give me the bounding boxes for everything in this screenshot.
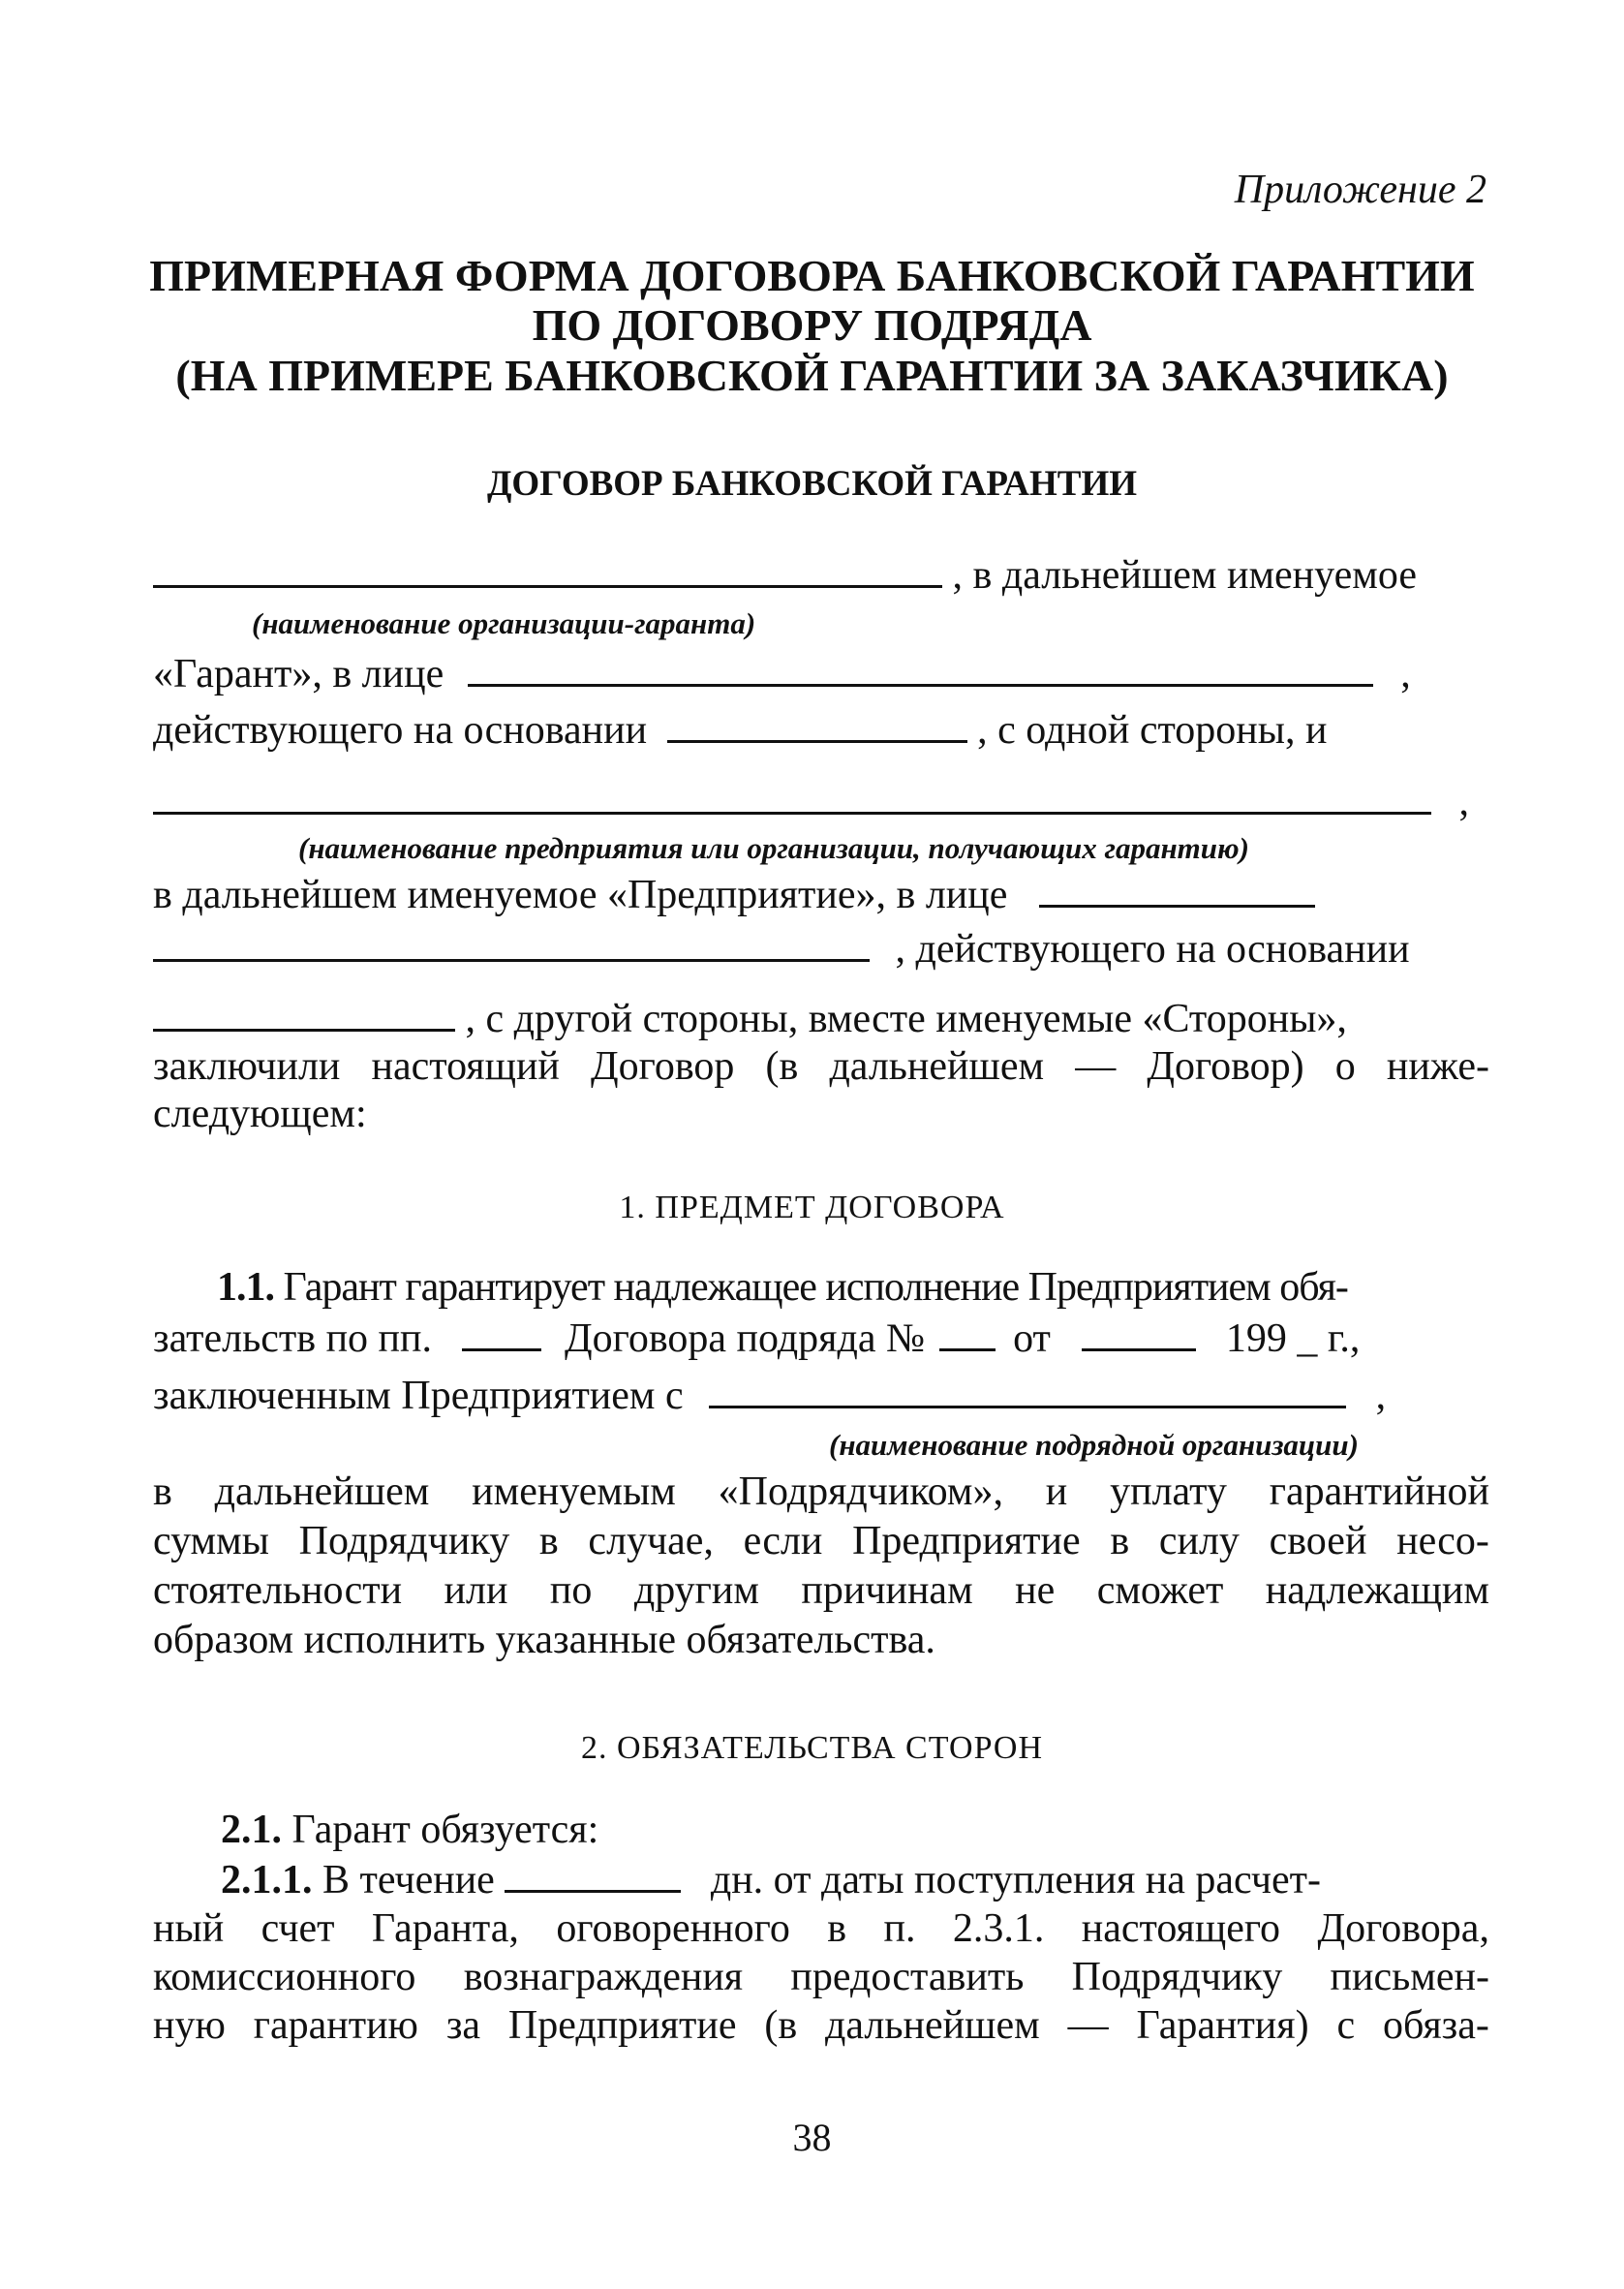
clause-number: 1.1. xyxy=(217,1265,274,1310)
preamble-text: , xyxy=(1400,652,1411,696)
preamble-text: , действующего на основании xyxy=(895,927,1410,972)
clause-text: , xyxy=(1375,1374,1387,1418)
clause-1-1-line-3 xyxy=(153,1369,1489,1423)
contract-date-blank[interactable] xyxy=(1082,1315,1196,1351)
clause-text: от xyxy=(1013,1316,1051,1361)
main-title-line-1: ПРИМЕРНАЯ ФОРМА ДОГОВОРА БАНКОВСКОЙ ГАРАНТИИ xyxy=(149,251,1475,300)
preamble-line-2 xyxy=(153,647,1489,701)
clause-text: В течение xyxy=(322,1858,495,1902)
clause-text: дн. от даты поступления на расчет- xyxy=(710,1858,1321,1902)
clause-number: 2.1. xyxy=(221,1808,282,1852)
contract-subtitle: ДОГОВОР БАНКОВСКОЙ ГАРАНТИИ xyxy=(486,464,1138,504)
main-title-line-3: (НА ПРИМЕРЕ БАНКОВСКОЙ ГАРАНТИИ ЗА ЗАКАЗЧИКА) xyxy=(175,351,1449,400)
clause-text: 199 _ г., xyxy=(1225,1316,1361,1361)
guarantor-basis-blank[interactable] xyxy=(667,707,967,743)
contractor-name-caption: (наименование подрядной организации) xyxy=(829,1428,1359,1462)
preamble-line-1 xyxy=(153,548,1489,603)
enterprise-name-blank[interactable] xyxy=(153,779,1431,815)
clause-text: зательств по пп. xyxy=(153,1316,433,1361)
appendix-label: Приложение 2 xyxy=(1234,168,1486,212)
enterprise-representative-blank[interactable] xyxy=(1039,872,1315,908)
clause-1-1-line-5: суммы Подрядчику в случае, если Предприятие в силу своей несо- xyxy=(153,1519,1489,1563)
preamble-text: следующем: xyxy=(153,1092,367,1136)
guarantor-name-caption: (наименование организации-гаранта) xyxy=(252,606,756,640)
preamble-text: в дальнейшем именуемое «Предприятие», в лице xyxy=(153,873,1008,917)
section-1-heading: 1. ПРЕДМЕТ ДОГОВОРА xyxy=(619,1190,1005,1225)
clause-2-1-1-line-4: ную гарантию за Предприятие (в дальнейшем — Гарантия) с обяза- xyxy=(153,2003,1489,2048)
preamble-line-4 xyxy=(153,775,1489,829)
clause-1-1-line-2 xyxy=(153,1312,1489,1366)
preamble-text: действующего на основании xyxy=(153,708,648,753)
contractor-name-blank[interactable] xyxy=(709,1373,1346,1408)
clause-1-1-line-6: стоятельности или по другим причинам не сможет надлежащим xyxy=(153,1568,1489,1613)
clause-1-1-line-4: в дальнейшем именуемым «Подрядчиком», и уплату гарантийной xyxy=(153,1469,1489,1514)
preamble-text: , xyxy=(1458,780,1469,824)
clause-2-1-1-line-3: комиссионного вознаграждения предоставить Подрядчику письмен- xyxy=(153,1955,1489,1999)
main-title-line-2: ПО ДОГОВОРУ ПОДРЯДА xyxy=(532,300,1092,350)
guarantor-representative-blank[interactable] xyxy=(468,651,1373,687)
clause-1-1-line-7 xyxy=(153,1613,1489,1667)
clause-text: Гарант обязуется: xyxy=(291,1808,599,1852)
guarantor-name-blank[interactable] xyxy=(153,552,942,588)
enterprise-basis-continued-blank[interactable] xyxy=(153,996,455,1032)
contract-number-blank[interactable] xyxy=(939,1315,996,1351)
clause-text: образом исполнить указанные обязательства. xyxy=(153,1618,935,1662)
preamble-line-3 xyxy=(153,703,1489,758)
section-2-heading: 2. ОБЯЗАТЕЛЬСТВА СТОРОН xyxy=(580,1730,1044,1766)
page-number: 38 xyxy=(792,2116,832,2159)
clause-2-1 xyxy=(221,1803,1480,1857)
enterprise-name-caption: (наименование предприятия или организации, получающих гарантию) xyxy=(298,831,1249,865)
clause-2-1-1-line-1 xyxy=(221,1853,1489,1907)
preamble-line-9 xyxy=(153,1087,1489,1141)
clause-2-1-1-line-2: ный счет Гаранта, оговоренного в п. 2.3.1. настоящего Договора, xyxy=(153,1906,1489,1951)
preamble-line-8: заключили настоящий Договор (в дальнейшем — Договор) о ниже- xyxy=(153,1044,1489,1089)
preamble-line-6 xyxy=(153,922,1489,976)
preamble-text: , в дальнейшем именуемое xyxy=(952,553,1417,598)
preamble-text: «Гарант», в лице xyxy=(153,652,444,696)
preamble-text: , с одной стороны, и xyxy=(977,708,1328,753)
days-count-blank[interactable] xyxy=(505,1857,681,1893)
clause-number: 2.1.1. xyxy=(221,1858,313,1902)
contract-items-blank[interactable] xyxy=(462,1315,541,1351)
preamble-line-7 xyxy=(153,992,1489,1046)
clause-1-1-line-1 xyxy=(217,1260,1487,1315)
clause-text: Гарант гарантирует надлежащее исполнение Предприятием обя- xyxy=(283,1265,1348,1310)
enterprise-basis-blank[interactable] xyxy=(153,926,870,962)
clause-text: Договора подряда № xyxy=(565,1316,926,1361)
clause-text: заключенным Предприятием с xyxy=(153,1374,684,1418)
preamble-text: , с другой стороны, вместе именуемые «Стороны», xyxy=(465,997,1347,1041)
preamble-line-5 xyxy=(153,868,1489,922)
